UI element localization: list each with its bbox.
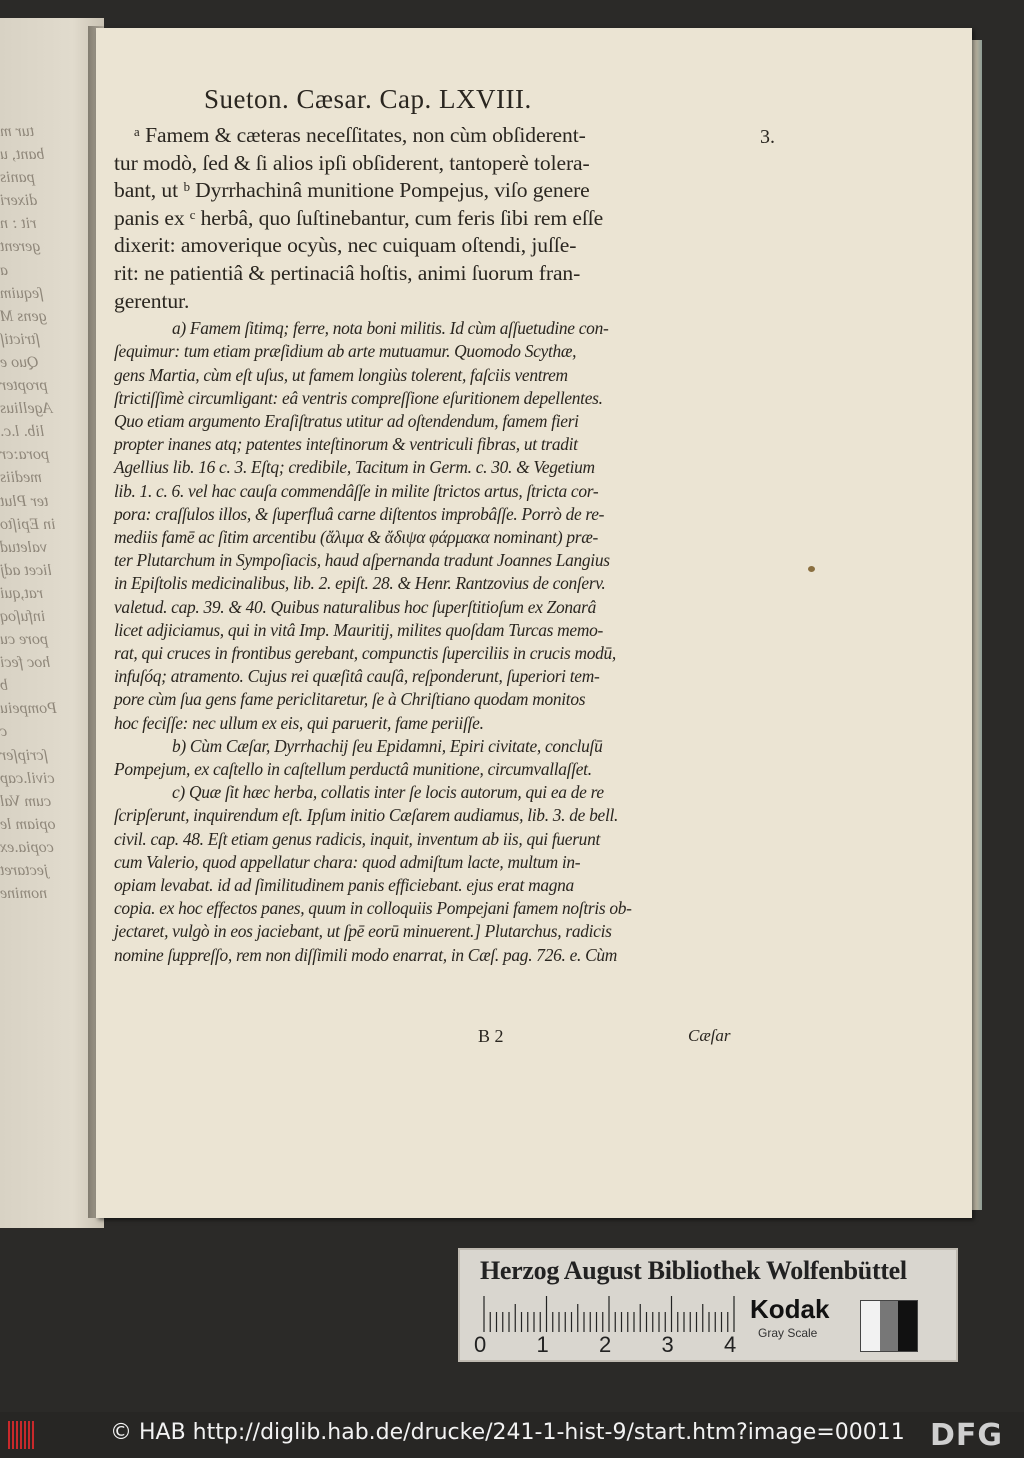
dfg-logo: DFG [930, 1418, 1004, 1453]
note-line: a) Famem ſitimq; ferre, nota boni militis. Id cùm aſſuetudine con- [172, 318, 609, 339]
note-line: ſequimur: tum etiam præſidium ab arte mutuamur. Quomodo Scythæ, [114, 341, 577, 362]
previous-page-line: rat,qui [0, 584, 44, 602]
previous-page-line: ſequim [0, 284, 44, 302]
note-line: in Epiſtolis medicinalibus, lib. 2. epiſt. 28. & Henr. Rantzovius de conſerv. [114, 573, 606, 594]
previous-page-line: panis [0, 169, 35, 187]
note-line: cum Valerio, quod appellatur chara: quod admiſtum lacte, multum in- [114, 851, 581, 872]
catchword: Cæſar [688, 1026, 731, 1045]
note-line: ter Plutarchum in Sympoſiacis, haud aſpernanda tradunt Joannes Langius [114, 550, 610, 571]
main-text-line: tur modò, ſed & ſi alios ipſi obſiderent, tantoperè tolera- [114, 150, 590, 175]
note-line: rat, qui cruces in frontibus gerebant, compunctis ſuperciliis in crucis modū, [114, 643, 616, 663]
previous-page-line: c [0, 723, 8, 741]
previous-page-line: tur m [0, 123, 35, 140]
main-text-line: dixerit: amoverique ocyùs, nec cuiquam oſtendi, juſſe- [114, 233, 577, 258]
previous-page-line: jectaret [0, 862, 49, 879]
ruler-number: 4 [724, 1332, 737, 1357]
signature-mark: B 2 [478, 1026, 504, 1046]
previous-page-line: propter [0, 377, 48, 395]
note-line: mediis famē ac ſitim arcentibu (ἄλιμα & ἄδιψα φάρμακα nominant) præ- [114, 526, 599, 547]
ruler-number: 1 [536, 1332, 549, 1357]
gray-swatch [860, 1300, 918, 1352]
main-text-line: panis ex ᶜ herbâ, quo ſuſtinebantur, cum feris ſibi rem eſſe [114, 205, 604, 230]
previous-page-line: civil.cap [0, 769, 55, 787]
previous-page-line: opiam le [0, 815, 56, 833]
note-line: gens Martia, cùm eſt uſus, ut famem longiùs tolerent, faſciis ventrem [114, 364, 568, 385]
gray-scale-label: Gray Scale [758, 1326, 818, 1340]
main-text [114, 122, 754, 315]
previous-page-line: pore cu [0, 631, 48, 649]
previous-page-line: b [0, 677, 8, 695]
note-line: Pompejum, ex caſtello in caſtellum perductâ munitione, circumvallaſſet. [114, 759, 592, 780]
previous-page-line: in Epiſto [0, 515, 56, 533]
note-line: b) Cùm Cæſar, Dyrrhachij ſeu Epidamni, Epiri civitate, concluſū [172, 735, 603, 756]
page-text [114, 84, 754, 967]
previous-page-line: pora:cr [0, 446, 49, 464]
previous-page-line: Pompeiu [0, 700, 57, 718]
note-line: Quo etiam argumento Eraſiſtratus utitur ad oſtendendum, famem fieri [114, 410, 579, 431]
ruler-number: 0 [474, 1332, 487, 1357]
previous-page-line: licet adj [0, 561, 52, 579]
main-text-line: ᵃ Famem & cæteras neceſſitates, non cùm obſiderent- [134, 123, 586, 147]
note-line: hoc feciſſe: nec ullum ex eis, qui paruerit, fame periiſſe. [114, 712, 484, 733]
note-line: valetud. cap. 39. & 40. Quibus naturalibus hoc ſuperſtitioſum ex Zonarâ [114, 596, 597, 617]
copyright-link[interactable]: © HAB http://diglib.hab.de/drucke/241-1-hist-9/start.htm?image=00011 [110, 1420, 905, 1445]
kodak-logo: Kodak [750, 1294, 830, 1324]
previous-page-line: ſtrictiſ [0, 330, 40, 348]
margin-number: 3. [760, 126, 775, 148]
previous-page-line: nomine [0, 885, 48, 903]
previous-page-line: rit : n [0, 215, 37, 233]
previous-page-line: ſcripſer [0, 746, 48, 764]
note-line: jectaret, vulgò in eos jaciebant, ut ſpē eorū minuerent.] Plutarchus, radicis [114, 921, 612, 942]
previous-page-line: hoc feci [0, 654, 51, 672]
library-title: Herzog August Bibliothek Wolfenbüttel [480, 1256, 907, 1285]
previous-page-line: a [0, 261, 8, 279]
previous-page-line: cum Val [0, 792, 52, 810]
note-line: pore cùm ſua gens fame periclitaretur, ſe à Chriſtiano quodam monitos [114, 689, 586, 710]
previous-page-line: ter Plut [0, 492, 49, 510]
previous-page-line: Agellius [0, 400, 53, 418]
ruler-number: 3 [661, 1332, 674, 1357]
note-line: propter inanes atq; patentes inteſtinorum & ventriculi fibras, ut tradit [114, 434, 578, 455]
previous-page-line: gens M [0, 307, 47, 325]
previous-page-line: mediis [0, 469, 42, 487]
main-text-line: gerentur. [114, 288, 190, 313]
running-head: Sueton. Cæsar. Cap. LXVIII. [204, 84, 532, 114]
note-line: ſtrictiſſimè circumligant: eâ ventris compreſſione eſuritionem depellentes. [114, 387, 603, 408]
note-line: nomine ſuppreſſo, rem non diſſimili modo enarrat, in Cæſ. pag. 726. e. Cùm [114, 944, 618, 965]
previous-page-line: dixeri [0, 192, 38, 210]
previous-page-line: valetud [0, 538, 48, 556]
hab-logo-icon [8, 1421, 36, 1449]
note-line: pora: craſſulos illos, & ſuperfluâ carne diſtentos improbâſſe. Porrò de re- [114, 503, 605, 524]
scale-card [458, 1248, 958, 1362]
note-line: copia. ex hoc effectos panes, quum in colloquiis Pompejani famem noſtris ob- [114, 898, 632, 919]
note-line: infuſóq; atramento. Cujus rei quæſitâ cauſâ, reſponderunt, ſuperiori tem- [114, 666, 600, 687]
previous-page-line: gerent [0, 238, 41, 256]
note-line: ſcripſerunt, inquirendum eſt. Ipſum initio Cæſarem audiamus, lib. 3. de bell. [114, 805, 619, 826]
previous-page-line: infuſoq [0, 607, 46, 625]
commentary-notes [114, 317, 754, 967]
note-line: c) Quæ ſit hæc herba, collatis inter ſe locis autorum, qui ea de re [172, 782, 604, 803]
footer-bar [0, 1412, 1024, 1458]
note-line: licet adjiciamus, qui in vitâ Imp. Mauritij, milites quoſdam Turcas memo- [114, 619, 603, 640]
paper-stain [808, 566, 815, 572]
main-text-line: bant, ut ᵇ Dyrrhachinâ munitione Pompejus, viſo genere [114, 178, 590, 203]
note-line: civil. cap. 48. Eſt etiam genus radicis, inquit, inventum ab iis, qui fuerunt [114, 828, 601, 849]
ruler-number: 2 [599, 1332, 612, 1357]
previous-page-line: lib. l.c. [0, 423, 45, 441]
note-line: lib. 1. c. 6. vel hac cauſa commendâſſe in milite ſtrictos artus, ſtricta cor- [114, 480, 599, 501]
note-line: opiam levabat. id ad ſimilitudinem panis efficiebant. ejus erat magna [114, 875, 574, 896]
previous-page-line: Quo e [0, 353, 39, 371]
note-line: Agellius lib. 16 c. 3. Eſtq; credibile, Tacitum in Germ. c. 30. & Vegetium [114, 457, 595, 478]
main-text-line: rit: ne patientiâ & pertinaciâ hoſtis, animi ſuorum fran- [114, 260, 581, 285]
previous-page-line: copia.ex [0, 838, 54, 856]
previous-page-line: bant, u [0, 146, 45, 164]
ruler [480, 1294, 742, 1334]
